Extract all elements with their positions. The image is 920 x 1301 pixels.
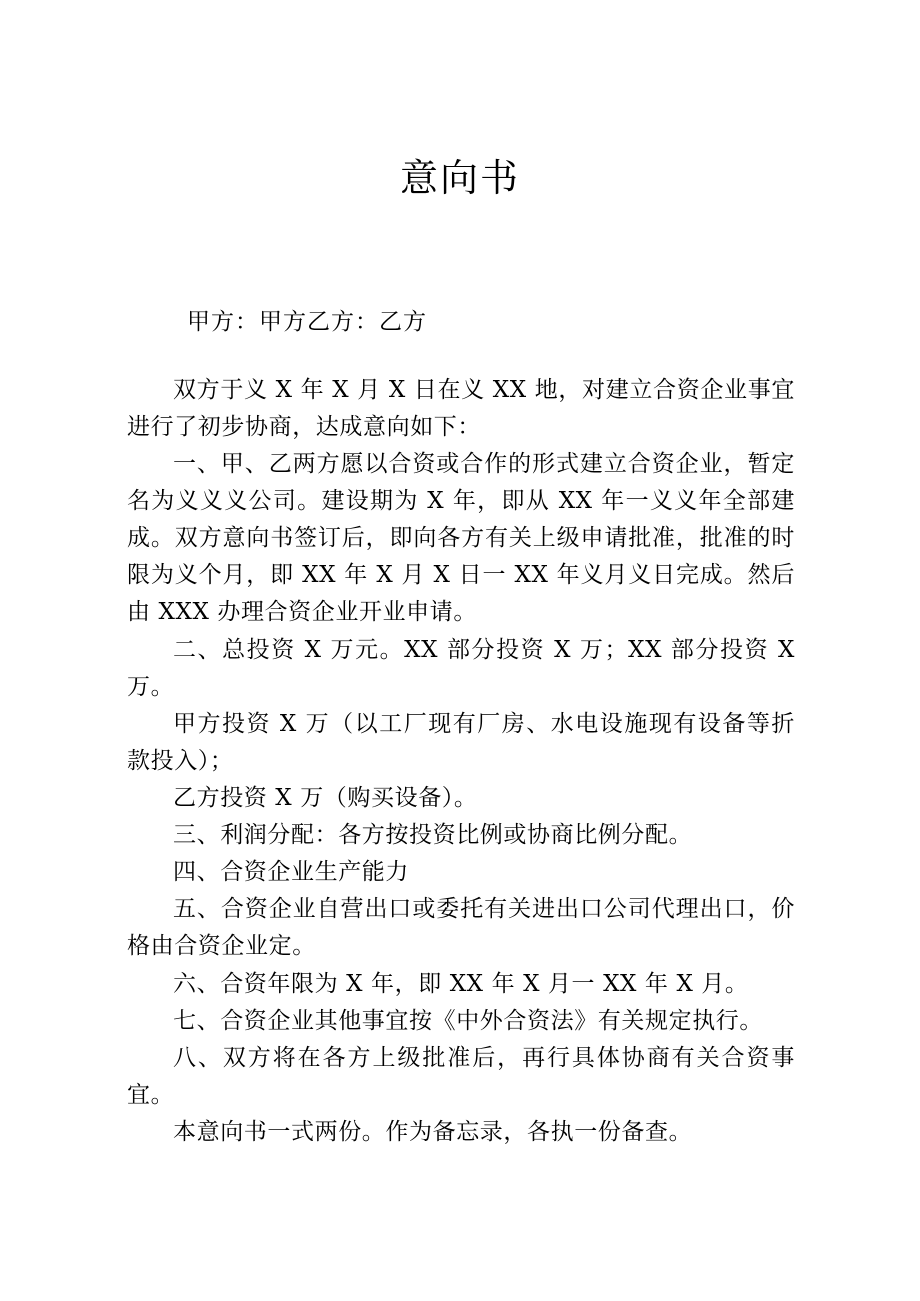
paragraph-clause-7: 七、合资企业其他事宜按《中外合资法》有关规定执行。 bbox=[173, 1008, 763, 1034]
document-title: 意向书 bbox=[399, 156, 520, 200]
paragraph-clause-5: 五、合资企业自营出口或委托有关进出口公司代理出口，价格由合资企业定。 bbox=[127, 896, 795, 959]
paragraph-clause-2: 二、总投资 X 万元。XX 部分投资 X 万；XX 部分投资 X 万。 bbox=[127, 637, 795, 700]
paragraph-clause-8: 八、双方将在各方上级批准后，再行具体协商有关合资事宜。 bbox=[127, 1045, 795, 1108]
paragraph-intro: 双方于义 X 年 X 月 X 日在义 XX 地，对建立合资企业事宜进行了初步协商，达成意向如下： bbox=[127, 377, 795, 440]
paragraph-clause-6: 六、合资年限为 X 年，即 XX 年 X 月一 XX 年 X 月。 bbox=[173, 971, 749, 997]
paragraph-clause-4: 四、合资企业生产能力 bbox=[173, 859, 409, 885]
paragraph-party-b-investment: 乙方投资 X 万（购买设备）。 bbox=[173, 785, 478, 811]
paragraph-closing: 本意向书一式两份。作为备忘录，各执一份备查。 bbox=[173, 1119, 693, 1145]
paragraph-clause-1: 一、甲、乙两方愿以合资或合作的形式建立合资企业，暂定名为义义义公司。建设期为 X 年，即从 XX 年一义义年全部建成。双方意向书签订后，即向各方有关上级申请批准，批准的时限为义个月，即 XX 年 X 月 X 日一 XX 年义月义日完成。然后由 XXX 办理合资企业开业申请。 bbox=[127, 451, 795, 625]
parties-line: 甲方：甲方乙方：乙方 bbox=[187, 309, 427, 335]
document-body bbox=[127, 372, 795, 1151]
paragraph-party-a-investment: 甲方投资 X 万（以工厂现有厂房、水电设施现有设备等折款投入）； bbox=[127, 711, 795, 774]
paragraph-clause-3: 三、利润分配：各方按投资比例或协商比例分配。 bbox=[173, 822, 693, 848]
